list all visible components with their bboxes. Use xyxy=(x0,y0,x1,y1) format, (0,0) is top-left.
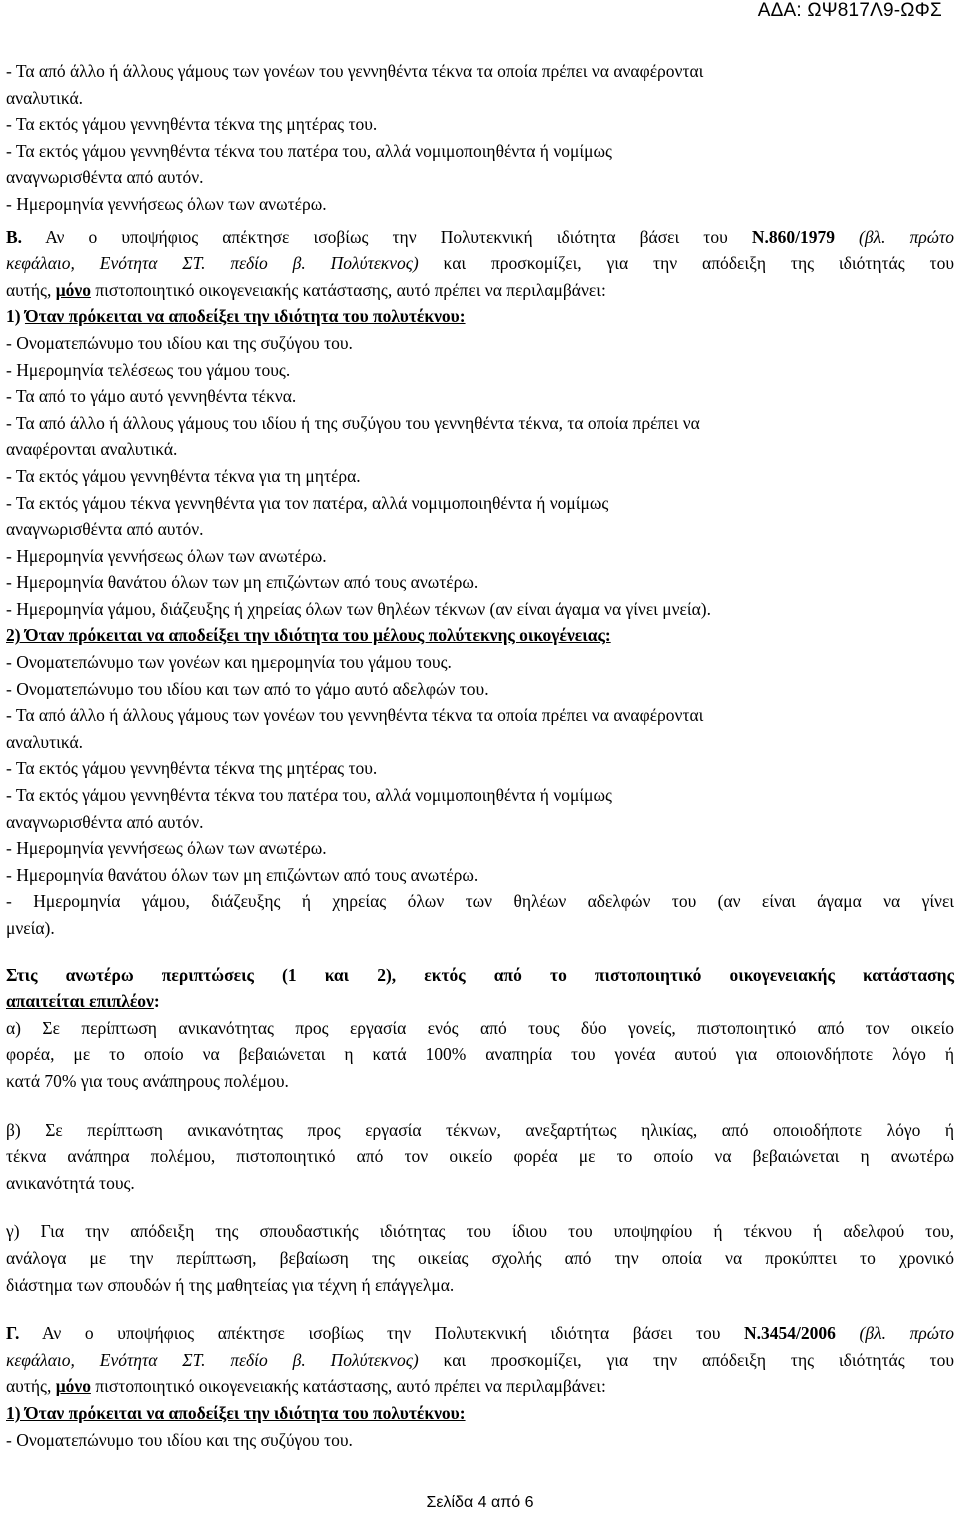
additional-heading: Στις ανωτέρω περιπτώσεις (1 και 2), εκτός από το πιστοποιητικό οικογενειακής κατάστασης xyxy=(6,964,954,985)
text-line: - Ημερομηνία γεννήσεως όλων των ανωτέρω. xyxy=(6,193,327,214)
case1-heading: 1) Όταν πρόκειται να αποδείξει την ιδιότητα του πολυτέκνου: xyxy=(6,1402,466,1423)
paragraph-alpha xyxy=(6,1015,954,1095)
list-item: - Ονοματεπώνυμο του ιδίου και των από το γάμο αυτό αδελφών του. xyxy=(6,678,489,699)
text-run: και προσκομίζει, για την απόδειξη της ιδιότητάς του xyxy=(443,253,954,274)
text-line: β) Σε περίπτωση ανικανότητας προς εργασία τέκνων, ανεξαρτήτως ηλικίας, από οποιοδήποτε λόγο ή xyxy=(6,1119,954,1140)
list-item: - Ονοματεπώνυμο του ιδίου και της συζύγου του. xyxy=(6,1429,353,1450)
section-g-intro-line3 xyxy=(6,1373,954,1400)
section-letter: Β. xyxy=(6,226,23,247)
section-b xyxy=(6,224,954,1299)
list-item: - Ονοματεπώνυμο του ιδίου και της συζύγου του. xyxy=(6,332,353,353)
list-item: αναγνωρισθέντα από αυτόν. xyxy=(6,519,204,540)
list-item: - Ημερομηνία θανάτου όλων των μη επιζώντων από τους ανωτέρω. xyxy=(6,572,479,593)
list-item: - Ημερομηνία γάμου, διάζευξης ή χηρείας όλων των θηλέων αδελφών του (αν είναι άγαμα να γίνει xyxy=(6,891,954,912)
colon: : xyxy=(153,991,160,1012)
list-item: αναλυτικά. xyxy=(6,731,84,752)
text-line: διάστημα των σπουδών ή της μαθητείας για τέχνη ή επάγγελμα. xyxy=(6,1274,455,1295)
paragraph-gamma xyxy=(6,1218,954,1298)
text-line: κατά 70% για τους ανάπηρους πολέμου. xyxy=(6,1070,289,1091)
case1-list xyxy=(6,330,954,623)
list-item: αναγνωρισθέντα από αυτόν. xyxy=(6,811,204,832)
list-item: - Τα εκτός γάμου γεννηθέντα τέκνα για τη μητέρα. xyxy=(6,465,361,486)
text-run: πιστοποιητικό οικογενειακής κατάστασης, αυτό πρέπει να περιλαμβάνει: xyxy=(95,1376,606,1397)
section-g xyxy=(6,1320,954,1453)
section-intro: Αν ο υποψήφιος απέκτησε ισοβίως την Πολυτεκνική ιδιότητα βάσει του xyxy=(42,1323,721,1344)
section-intro: Αν ο υποψήφιος απέκτησε ισοβίως την Πολυτεκνική ιδιότητα βάσει του xyxy=(45,226,728,247)
cross-reference: (βλ. πρώτο xyxy=(859,1323,955,1344)
ada-code: ΑΔΑ: ΩΨ817Λ9-ΩΦΣ xyxy=(757,0,942,21)
case-heading-text: Όταν πρόκειται να αποδείξει την ιδιότητα του πολυτέκνου: xyxy=(24,306,466,327)
list-item: - Ημερομηνία γεννήσεως όλων των ανωτέρω. xyxy=(6,838,327,859)
list-item: - Ημερομηνία γάμου, διάζευξης ή χηρείας όλων των θηλέων τέκνων (αν είναι άγαμα να γίνει μνεία). xyxy=(6,598,711,619)
text-run: αυτής, xyxy=(6,279,52,300)
list-item: μνεία). xyxy=(6,918,55,938)
section-b-intro-line3 xyxy=(6,277,954,304)
only-emphasis: μόνο xyxy=(55,279,91,300)
section-b-intro-line2 xyxy=(6,250,954,277)
list-item: - Τα από άλλο ή άλλους γάμους των γονέων του γεννηθέντα τέκνα τα οποία πρέπει να αναφέρονται xyxy=(6,705,704,726)
list-item: - Τα εκτός γάμου γεννηθέντα τέκνα της μητέρας του. xyxy=(6,758,378,779)
cross-reference: (βλ. πρώτο xyxy=(859,226,954,247)
section-g-intro-line2 xyxy=(6,1347,954,1374)
text-line: - Τα εκτός γάμου γεννηθέντα τέκνα του πατέρα του, αλλά νομιμοποιηθέντα ή νομίμως xyxy=(6,140,612,161)
case2-list xyxy=(6,649,954,942)
section-b-intro-line1 xyxy=(6,224,954,251)
text-run: αυτής, xyxy=(6,1376,52,1397)
text-line: ανικανότητά τους. xyxy=(6,1172,135,1193)
law-reference: Ν.3454/2006 xyxy=(744,1323,836,1344)
text-line: τέκνα ανάπηρα πολέμου, πιστοποιητικό από τον οικείο φορέα με το οποίο να βεβαιώνεται η ανωτέρω xyxy=(6,1146,954,1167)
additional-required: απαιτείται επιπλέον xyxy=(6,991,154,1012)
paragraph-beta xyxy=(6,1117,954,1197)
text-line: - Τα εκτός γάμου γεννηθέντα τέκνα της μητέρας του. xyxy=(6,114,378,135)
text-line: ανάλογα με την περίπτωση, βεβαίωση της οικείας σχολής από την οποία να προκύπτει το χρονικό xyxy=(6,1247,954,1268)
case1-heading xyxy=(6,303,954,330)
list-item: - Ονοματεπώνυμο των γονέων και ημερομηνία του γάμου τους. xyxy=(6,652,452,673)
text-run: πιστοποιητικό οικογενειακής κατάστασης, αυτό πρέπει να περιλαμβάνει: xyxy=(95,279,606,300)
list-item: - Ημερομηνία τελέσεως του γάμου τους. xyxy=(6,359,291,380)
text-run: και προσκομίζει, για την απόδειξη της ιδιότητάς του xyxy=(443,1349,954,1370)
case2-heading: 2) Όταν πρόκειται να αποδείξει την ιδιότητα του μέλους πολύτεκνης οικογένειας: xyxy=(6,625,611,646)
text-line: φορέα, με το οποίο να βεβαιώνεται η κατά 100% αναπηρία του γονέα αυτού για οποιονδήποτε λόγο ή xyxy=(6,1044,954,1065)
section-letter: Γ. xyxy=(6,1323,20,1344)
text-line: α) Σε περίπτωση ανικανότητας προς εργασία ενός από τους δύο γονείς, πιστοποιητικό από τον οικείο xyxy=(6,1017,954,1038)
only-emphasis: μόνο xyxy=(55,1376,91,1397)
page-body xyxy=(6,58,954,1453)
text-line: - Τα από άλλο ή άλλους γάμους των γονέων του γεννηθέντα τέκνα τα οποία πρέπει να αναφέρονται xyxy=(6,61,704,81)
law-reference: Ν.860/1979 xyxy=(751,226,835,247)
text-line: αναγνωρισθέντα από αυτόν. xyxy=(6,167,204,188)
list-item: - Ημερομηνία θανάτου όλων των μη επιζώντων από τους ανωτέρω. xyxy=(6,864,479,885)
text-line: αναλυτικά. xyxy=(6,87,84,108)
text-line: γ) Για την απόδειξη της σπουδαστικής ιδιότητας του ίδιου του υποψηφίου ή τέκνου ή αδελφού του, xyxy=(6,1221,954,1242)
list-item: - Τα από το γάμο αυτό γεννηθέντα τέκνα. xyxy=(6,386,297,407)
additional-required-line xyxy=(6,988,954,1015)
case-number: 1) xyxy=(6,306,21,327)
list-item: - Τα εκτός γάμου τέκνα γεννηθέντα για τον πατέρα, αλλά νομιμοποιηθέντα ή νομίμως xyxy=(6,492,609,513)
list-item: - Ημερομηνία γεννήσεως όλων των ανωτέρω. xyxy=(6,545,327,566)
cross-reference: κεφάλαιο, Ενότητα ΣΤ. πεδίο β. Πολύτεκνος) xyxy=(6,253,419,274)
cross-reference: κεφάλαιο, Ενότητα ΣΤ. πεδίο β. Πολύτεκνος) xyxy=(6,1349,419,1370)
page-number: Σελίδα 4 από 6 xyxy=(426,1494,534,1511)
list-item: αναφέρονται αναλυτικά. xyxy=(6,439,178,460)
list-item: - Τα εκτός γάμου γεννηθέντα τέκνα του πατέρα του, αλλά νομιμοποιηθέντα ή νομίμως xyxy=(6,785,612,806)
list-item: - Τα από άλλο ή άλλους γάμους του ιδίου ή της συζύγου του γεννηθέντα τέκνα, τα οποία πρέπει να xyxy=(6,412,700,433)
section-a-tail xyxy=(6,58,954,218)
section-g-intro-line1 xyxy=(6,1320,954,1347)
